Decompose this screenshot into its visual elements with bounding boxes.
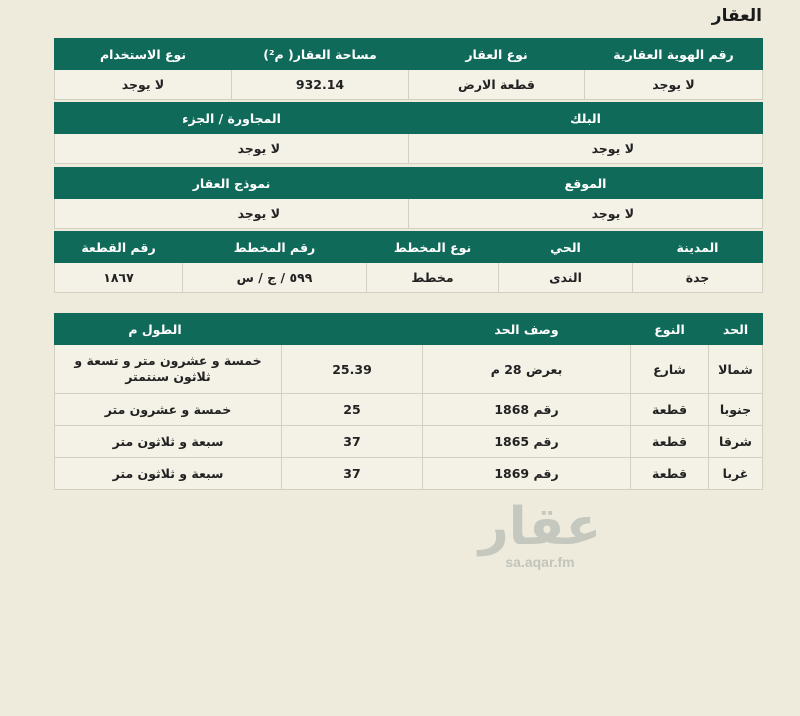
boundary-side: غربا: [709, 458, 763, 490]
page-title: العقار: [711, 6, 762, 26]
header-boundary-type: النوع: [631, 314, 709, 345]
header-property-model: نموذج العقار: [55, 168, 409, 199]
boundary-side: جنوبا: [709, 394, 763, 426]
boundary-desc: رقم 1868: [423, 394, 631, 426]
header-property-id: رقم الهوية العقارية: [585, 39, 763, 70]
boundary-length-cell: [55, 394, 423, 426]
boundary-length-text: خمسة و عشرون متر: [104, 402, 232, 417]
boundary-row-south: [55, 394, 763, 426]
value-plan-number: ٥٩٩ / ج / س: [183, 263, 367, 293]
value-usage-type: لا يوجد: [55, 70, 232, 100]
boundary-desc: رقم 1865: [423, 426, 631, 458]
header-boundary: الحد: [709, 314, 763, 345]
boundary-row-east: [55, 426, 763, 458]
value-plan-type: مخطط: [367, 263, 499, 293]
value-property-type: قطعة الارض: [409, 70, 585, 100]
value-property-id: لا يوجد: [585, 70, 763, 100]
value-city: جدة: [633, 263, 763, 293]
value-location: لا يوجد: [409, 199, 763, 229]
boundary-length-number: 37: [281, 458, 422, 489]
header-plot-number: رقم القطعة: [55, 232, 183, 263]
boundary-row-north: [55, 345, 763, 394]
header-usage-type: نوع الاستخدام: [55, 39, 232, 70]
boundary-length-text: خمسة و عشرون متر و تسعة و ثلاثون سنتمتر: [74, 353, 262, 384]
boundary-length-cell: [55, 458, 423, 490]
header-property-type: نوع العقار: [409, 39, 585, 70]
boundary-type: قطعة: [631, 394, 709, 426]
boundary-length-number: 25.39: [281, 345, 422, 393]
aqar-logo: عقار: [478, 497, 602, 557]
boundary-desc: بعرض 28 م: [423, 345, 631, 394]
value-district: الندى: [499, 263, 633, 293]
boundaries-table: [54, 313, 763, 490]
header-plan-number: رقم المخطط: [183, 232, 367, 263]
header-length: [55, 314, 423, 345]
boundary-side: شرقا: [709, 426, 763, 458]
value-property-area: 932.14: [232, 70, 409, 100]
boundary-length-cell: [55, 426, 423, 458]
city-plan-table: [54, 231, 763, 293]
header-length-label: الطول م: [128, 321, 182, 337]
value-plot-number: ١٨٦٧: [55, 263, 183, 293]
boundary-length-cell: [55, 345, 423, 394]
boundary-desc: رقم 1869: [423, 458, 631, 490]
value-property-model: لا يوجد: [55, 199, 409, 229]
boundary-length-text: سبعة و ثلاثون متر: [112, 434, 224, 449]
aqar-watermark: [470, 497, 610, 570]
boundary-length-text: سبعة و ثلاثون متر: [112, 466, 224, 481]
header-neighborhood-part: المجاورة / الجزء: [55, 103, 409, 134]
boundary-length-number: 25: [281, 394, 422, 425]
boundary-length-number: 37: [281, 426, 422, 457]
boundary-type: قطعة: [631, 426, 709, 458]
header-block: البلك: [409, 103, 763, 134]
property-info-table: [54, 38, 763, 100]
location-table: [54, 167, 763, 229]
block-table: [54, 102, 763, 164]
boundary-type: قطعة: [631, 458, 709, 490]
boundary-side: شمالا: [709, 345, 763, 394]
header-district: الحي: [499, 232, 633, 263]
value-neighborhood-part: لا يوجد: [55, 134, 409, 164]
boundary-row-west: [55, 458, 763, 490]
value-block: لا يوجد: [409, 134, 763, 164]
header-location: الموقع: [409, 168, 763, 199]
boundary-type: شارع: [631, 345, 709, 394]
header-plan-type: نوع المخطط: [367, 232, 499, 263]
header-boundary-desc: وصف الحد: [423, 314, 631, 345]
aqar-url: sa.aqar.fm: [505, 554, 575, 570]
header-city: المدينة: [633, 232, 763, 263]
header-property-area: مساحة العقار( م²): [232, 39, 409, 70]
